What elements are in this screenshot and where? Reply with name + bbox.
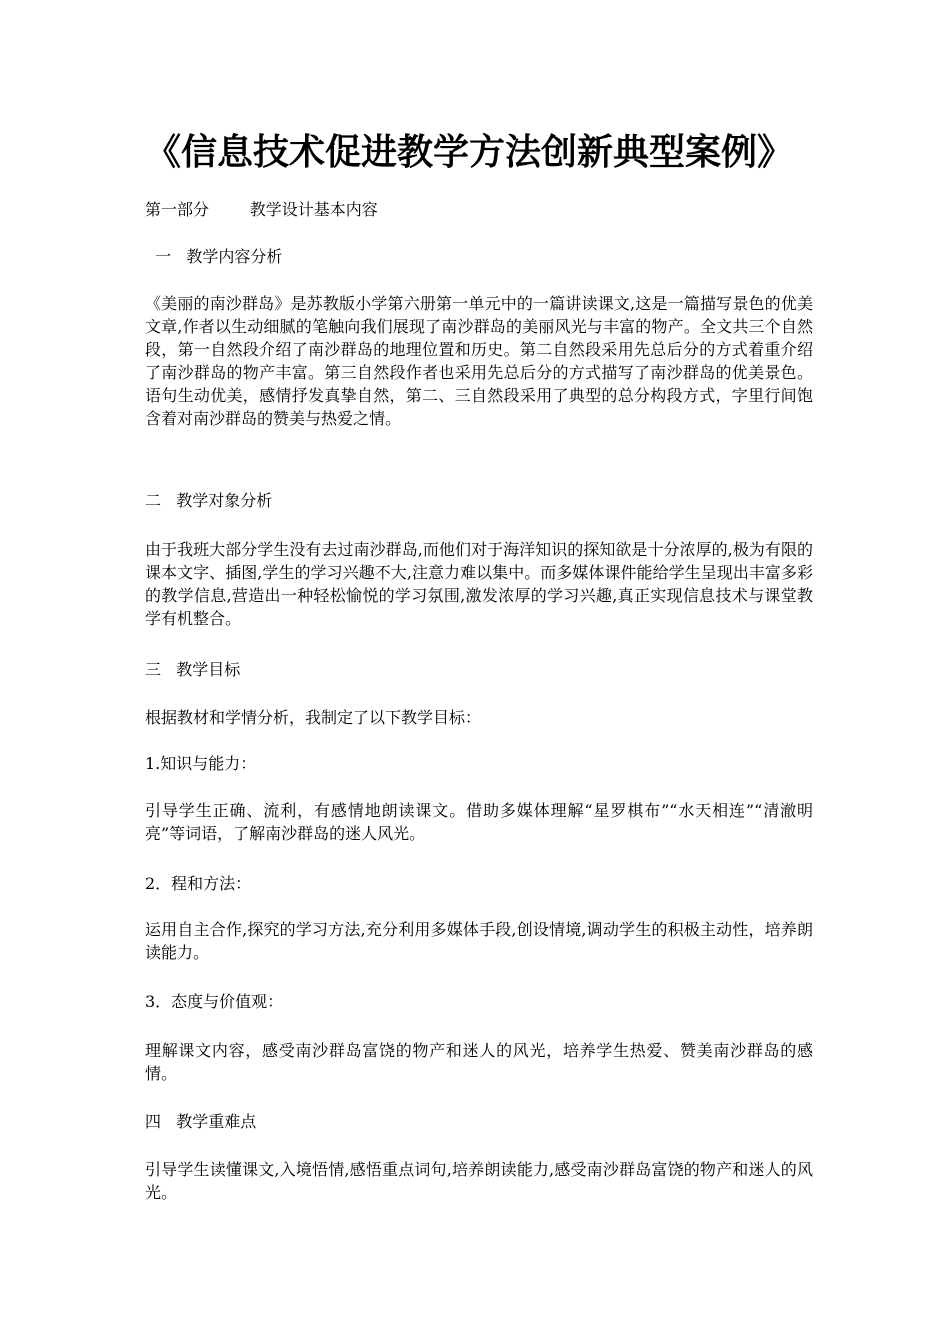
section-body-key-points: 引导学生读懂课文,入境悟情,感悟重点词句,培养朗读能力,感受南沙群岛富饶的物产和迷人的风光。 [145,1160,813,1202]
goal-label-process: 2．程和方法： [145,874,252,893]
goal-text-attitude: 理解课文内容，感受南沙群岛富饶的物产和迷人的风光，培养学生热爱、赞美南沙群岛的感情。 [145,1041,813,1083]
section-heading-learner-analysis: 二 教学对象分析 [145,491,273,510]
part-heading: 第一部分 教学设计基本内容 [145,200,378,219]
goal-label-knowledge: 1.知识与能力： [145,754,257,773]
document-title: 《信息技术促进教学方法创新典型案例》 [145,132,794,173]
section-heading-key-points: 四 教学重难点 [145,1112,257,1131]
goals-intro: 根据教材和学情分析，我制定了以下教学目标： [145,708,482,727]
section-body-content-analysis: 《美丽的南沙群岛》是苏教版小学第六册第一单元中的一篇讲读课文,这是一篇描写景色的优美文章,作者以生动细腻的笔触向我们展现了南沙群岛的美丽风光与丰富的物产。全文共三个自然段，第一自然段介绍了南沙群岛的地理位置和历史。第二自然段采用先总后分的方式着重介绍了南沙群岛的物产丰富。第三自然段作者也采用先总后分的方式描写了南沙群岛的优美景色。语句生动优美，感情抒发真挚自然，第二、三自然段采用了典型的总分构段方式，字里行间饱含着对南沙群岛的赞美与热爱之情。 [145,294,813,428]
section-heading-content-analysis: 一 教学内容分析 [145,247,283,266]
goal-text-knowledge: 引导学生正确、流利，有感情地朗读课文。借助多媒体理解“星罗棋布”“水天相连”“清澈明亮”等词语，了解南沙群岛的迷人风光。 [145,801,813,843]
goal-text-process: 运用自主合作,探究的学习方法,充分利用多媒体手段,创设情境,调动学生的积极主动性，培养朗读能力。 [145,920,813,962]
goal-label-attitude: 3．态度与价值观： [145,992,284,1011]
section-heading-teaching-goals: 三 教学目标 [145,660,241,679]
section-body-learner-analysis: 由于我班大部分学生没有去过南沙群岛,而他们对于海洋知识的探知欲是十分浓厚的,极为有限的课本文字、插图,学生的学习兴趣不大,注意力难以集中。而多媒体课件能给学生呈现出丰富多彩的教学信息,营造出一种轻松愉悦的学习氛围,激发浓厚的学习兴趣,真正实现信息技术与课堂教学有机整合。 [145,540,813,628]
